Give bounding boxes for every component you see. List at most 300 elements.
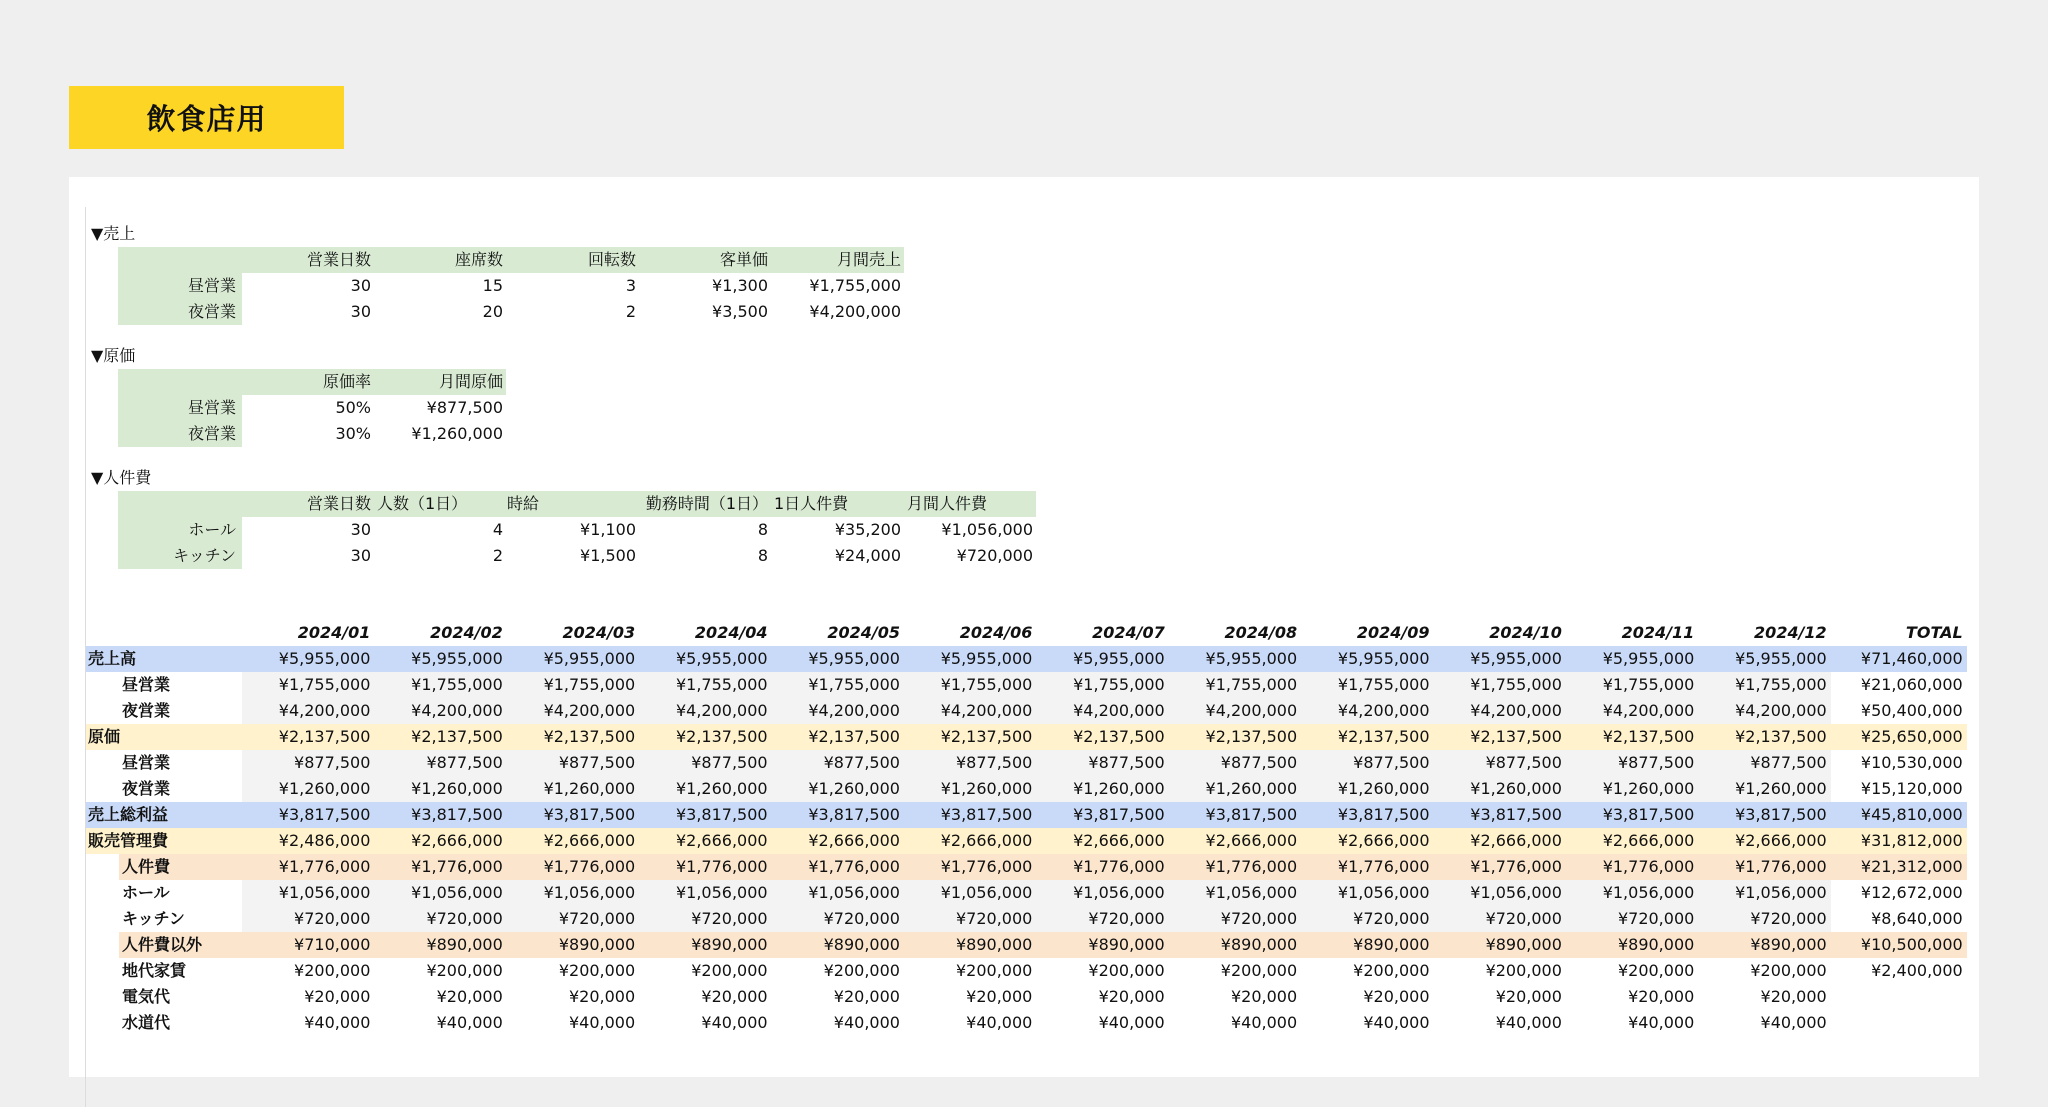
pl-cell[interactable]: ¥200,000	[691, 961, 768, 980]
pl-row	[86, 750, 1967, 776]
pl-cell[interactable]: ¥890,000	[1036, 932, 1168, 958]
pl-cell[interactable]: ¥40,000	[1098, 1013, 1165, 1032]
pl-cell[interactable]: ¥1,260,000	[1301, 776, 1433, 802]
pl-cell[interactable]: ¥1,755,000	[639, 672, 771, 698]
pl-row	[86, 802, 1967, 828]
pl-cell[interactable]: ¥720,000	[904, 906, 1036, 932]
sales-cell[interactable]: 15	[482, 276, 503, 295]
pl-cell[interactable]: ¥2,137,500	[374, 724, 506, 750]
pl-cell[interactable]: ¥20,000	[701, 987, 768, 1006]
cost-cell[interactable]: 50%	[335, 398, 371, 417]
pl-cell[interactable]: ¥3,817,500	[639, 802, 771, 828]
pl-total-cell[interactable]: ¥21,312,000	[1831, 854, 1967, 880]
pl-cell[interactable]: ¥1,755,000	[1169, 672, 1301, 698]
pl-cell[interactable]: ¥20,000	[569, 987, 636, 1006]
pl-cell[interactable]: ¥40,000	[1230, 1013, 1298, 1032]
pl-row-label: 売上総利益	[86, 802, 242, 828]
cost-table	[118, 369, 506, 447]
pl-cell[interactable]: ¥2,137,500	[1301, 724, 1433, 750]
pl-cell[interactable]: ¥200,000	[823, 961, 900, 980]
pl-cell[interactable]: ¥200,000	[1617, 961, 1695, 980]
pl-cell[interactable]: ¥1,755,000	[1566, 672, 1698, 698]
pl-cell[interactable]: ¥3,817,500	[1434, 802, 1566, 828]
pl-cell[interactable]: ¥4,200,000	[904, 698, 1036, 724]
pl-total-cell[interactable]: ¥12,672,000	[1831, 880, 1967, 906]
pl-cell[interactable]: ¥720,000	[507, 906, 639, 932]
pl-cell[interactable]: ¥890,000	[1169, 932, 1301, 958]
pl-row	[86, 880, 1967, 906]
pl-cell[interactable]: ¥877,500	[1566, 750, 1698, 776]
pl-row-label: 地代家賃	[122, 961, 187, 980]
page-badge: 飲食店用	[69, 86, 344, 149]
cost-row-label: 夜営業	[118, 421, 242, 447]
pl-cell[interactable]: ¥4,200,000	[1698, 698, 1830, 724]
pl-cell[interactable]: ¥1,056,000	[242, 880, 374, 906]
pl-cell[interactable]: ¥720,000	[772, 906, 904, 932]
pl-cell[interactable]: ¥2,666,000	[1301, 828, 1433, 854]
pl-month-header: 2024/01	[297, 623, 371, 642]
pl-cell[interactable]: ¥3,817,500	[1698, 802, 1830, 828]
pl-cell[interactable]: ¥1,260,000	[1566, 776, 1698, 802]
pl-cell[interactable]: ¥40,000	[1363, 1013, 1430, 1032]
pl-cell[interactable]: ¥890,000	[507, 932, 639, 958]
pl-cell[interactable]: ¥2,137,500	[904, 724, 1036, 750]
labor-cell[interactable]: ¥24,000	[834, 546, 901, 565]
pl-cell[interactable]: ¥1,056,000	[1169, 880, 1301, 906]
pl-cell[interactable]: ¥720,000	[1698, 906, 1830, 932]
pl-month-header: 2024/07	[1092, 623, 1165, 642]
pl-cell[interactable]: ¥877,500	[507, 750, 639, 776]
pl-cell[interactable]: ¥2,137,500	[1169, 724, 1301, 750]
labor-row	[118, 543, 1036, 569]
pl-cell[interactable]: ¥720,000	[1169, 906, 1301, 932]
labor-cell[interactable]: ¥35,200	[834, 520, 901, 539]
pl-cell[interactable]: ¥1,056,000	[904, 880, 1036, 906]
pl-month-header: 2024/10	[1489, 623, 1562, 642]
pl-cell[interactable]: ¥720,000	[374, 906, 506, 932]
pl-cell[interactable]: ¥1,260,000	[639, 776, 771, 802]
pl-cell[interactable]: ¥40,000	[1628, 1013, 1695, 1032]
pl-cell[interactable]: ¥3,817,500	[374, 802, 506, 828]
labor-section-title: ▼人件費	[91, 468, 152, 487]
pl-cell[interactable]: ¥3,817,500	[1301, 802, 1433, 828]
pl-cell[interactable]: ¥200,000	[1088, 961, 1165, 980]
cost-cell[interactable]: ¥1,260,000	[411, 424, 503, 443]
pl-cell[interactable]: ¥2,666,000	[1698, 828, 1830, 854]
pl-cell[interactable]: ¥890,000	[1698, 932, 1830, 958]
pl-cell[interactable]: ¥720,000	[639, 906, 771, 932]
pl-cell[interactable]: ¥4,200,000	[242, 698, 374, 724]
pl-cell[interactable]: ¥5,955,000	[1434, 646, 1566, 672]
pl-cell[interactable]: ¥2,137,500	[1698, 724, 1830, 750]
labor-header-blank	[118, 491, 242, 517]
pl-cell[interactable]: ¥3,817,500	[1036, 802, 1168, 828]
pl-row	[86, 906, 1967, 932]
pl-row-label: 昼営業	[86, 672, 242, 698]
pl-cell[interactable]: ¥4,200,000	[1169, 698, 1301, 724]
pl-row	[86, 698, 1967, 724]
pl-cell[interactable]: ¥3,817,500	[772, 802, 904, 828]
pl-cell[interactable]: ¥5,955,000	[242, 646, 374, 672]
pl-cell[interactable]: ¥5,955,000	[1566, 646, 1698, 672]
pl-cell[interactable]: ¥877,500	[772, 750, 904, 776]
pl-cell[interactable]: ¥1,260,000	[242, 776, 374, 802]
pl-cell[interactable]: ¥5,955,000	[639, 646, 771, 672]
pl-row-label: 人件費	[86, 854, 242, 880]
pl-cell[interactable]: ¥4,200,000	[507, 698, 639, 724]
pl-cell[interactable]: ¥720,000	[1434, 906, 1566, 932]
pl-cell[interactable]: ¥200,000	[558, 961, 636, 980]
sales-cell[interactable]: ¥3,500	[712, 302, 768, 321]
pl-cell[interactable]: ¥200,000	[426, 961, 503, 980]
pl-cell[interactable]: ¥1,776,000	[1169, 854, 1301, 880]
pl-cell[interactable]: ¥3,817,500	[904, 802, 1036, 828]
labor-row	[118, 517, 1036, 543]
pl-cell[interactable]: ¥200,000	[1220, 961, 1298, 980]
pl-cell[interactable]: ¥1,776,000	[1698, 854, 1830, 880]
pl-cell[interactable]: ¥877,500	[639, 750, 771, 776]
pl-cell[interactable]: ¥877,500	[904, 750, 1036, 776]
pl-cell[interactable]: ¥2,666,000	[772, 828, 904, 854]
pl-month-header: 2024/03	[562, 623, 636, 642]
pl-cell[interactable]: ¥890,000	[904, 932, 1036, 958]
sales-row-label: 昼営業	[118, 273, 242, 299]
sales-header-cell: 客単価	[719, 250, 768, 269]
sales-header-cell: 座席数	[454, 250, 503, 269]
pl-cell[interactable]: ¥40,000	[701, 1013, 768, 1032]
pl-row	[86, 828, 1967, 854]
pl-cell[interactable]: ¥2,666,000	[1036, 828, 1168, 854]
pl-cell[interactable]: ¥2,666,000	[904, 828, 1036, 854]
pl-total-cell[interactable]: ¥15,120,000	[1831, 776, 1967, 802]
pl-total-cell[interactable]: ¥10,530,000	[1831, 750, 1967, 776]
pl-cell[interactable]: ¥1,260,000	[1036, 776, 1168, 802]
labor-cell[interactable]: 2	[492, 546, 503, 565]
pl-cell[interactable]: ¥2,666,000	[639, 828, 771, 854]
pl-total-cell[interactable]: ¥71,460,000	[1831, 646, 1967, 672]
pl-cell[interactable]: ¥2,666,000	[1566, 828, 1698, 854]
cost-row	[118, 395, 506, 421]
pl-header-row	[86, 620, 1967, 646]
pl-cell[interactable]: ¥5,955,000	[374, 646, 506, 672]
pl-cell[interactable]: ¥877,500	[1698, 750, 1830, 776]
pl-cell[interactable]: ¥1,056,000	[507, 880, 639, 906]
pl-cell[interactable]: ¥1,776,000	[1301, 854, 1433, 880]
cost-header-cell: 原価率	[322, 372, 371, 391]
pl-row-label: 水道代	[122, 1013, 171, 1032]
pl-cell[interactable]: ¥40,000	[304, 1013, 371, 1032]
pl-cell[interactable]: ¥2,666,000	[374, 828, 506, 854]
pl-cell[interactable]: ¥2,137,500	[1566, 724, 1698, 750]
pl-cell[interactable]: ¥4,200,000	[1036, 698, 1168, 724]
pl-cell[interactable]: ¥2,137,500	[507, 724, 639, 750]
sales-cell[interactable]: ¥1,755,000	[809, 276, 901, 295]
pl-month-header: 2024/04	[694, 623, 768, 642]
pl-cell[interactable]: ¥4,200,000	[639, 698, 771, 724]
spreadsheet	[69, 177, 1979, 1077]
pl-cell[interactable]: ¥877,500	[1036, 750, 1168, 776]
pl-total-cell[interactable]: ¥10,500,000	[1831, 932, 1967, 958]
pl-cell[interactable]: ¥1,260,000	[1434, 776, 1566, 802]
sales-cell[interactable]: ¥4,200,000	[809, 302, 901, 321]
labor-cell[interactable]: 30	[350, 520, 371, 539]
pl-total-cell[interactable]: ¥25,650,000	[1831, 724, 1967, 750]
pl-cell[interactable]: ¥2,137,500	[639, 724, 771, 750]
pl-month-header: 2024/09	[1356, 623, 1430, 642]
sales-section-title: ▼売上	[91, 224, 136, 243]
pl-total-cell[interactable]: ¥8,640,000	[1831, 906, 1967, 932]
pl-cell[interactable]: ¥1,056,000	[772, 880, 904, 906]
labor-row-label: キッチン	[118, 543, 242, 569]
labor-cell[interactable]: ¥1,500	[580, 546, 636, 565]
pl-cell[interactable]: ¥20,000	[1628, 987, 1695, 1006]
pl-cell[interactable]: ¥877,500	[1169, 750, 1301, 776]
labor-header-cell: 月間人件費	[907, 494, 988, 513]
cost-cell[interactable]: 30%	[335, 424, 371, 443]
pl-cell[interactable]: ¥1,776,000	[507, 854, 639, 880]
pl-cell[interactable]: ¥877,500	[242, 750, 374, 776]
pl-cell[interactable]: ¥2,137,500	[1036, 724, 1168, 750]
sales-cell[interactable]: 20	[482, 302, 503, 321]
sales-row	[118, 299, 904, 325]
pl-cell[interactable]: ¥5,955,000	[1301, 646, 1433, 672]
pl-total-cell[interactable]: ¥31,812,000	[1831, 828, 1967, 854]
pl-row-label: 電気代	[122, 987, 171, 1006]
pl-cell[interactable]: ¥890,000	[639, 932, 771, 958]
pl-cell[interactable]: ¥1,755,000	[374, 672, 506, 698]
sales-header-cell: 回転数	[587, 250, 636, 269]
labor-header-row	[118, 491, 1036, 517]
labor-cell[interactable]: ¥1,100	[580, 520, 636, 539]
pl-cell[interactable]: ¥1,776,000	[1036, 854, 1168, 880]
pl-cell[interactable]: ¥2,666,000	[1434, 828, 1566, 854]
pl-cell[interactable]: ¥4,200,000	[1434, 698, 1566, 724]
labor-header-cell: 人数（1日）	[377, 494, 468, 513]
pl-row-label: 人件費以外	[86, 932, 242, 958]
pl-cell[interactable]: ¥1,260,000	[374, 776, 506, 802]
pl-month-header: 2024/12	[1754, 623, 1827, 642]
cost-cell[interactable]: ¥877,500	[426, 398, 503, 417]
labor-cell[interactable]: 30	[350, 546, 371, 565]
cost-row	[118, 421, 506, 447]
labor-cell[interactable]: ¥720,000	[956, 546, 1033, 565]
pl-cell[interactable]: ¥1,260,000	[1169, 776, 1301, 802]
pl-cell[interactable]: ¥3,817,500	[1169, 802, 1301, 828]
labor-header-cell: 1日人件費	[774, 494, 849, 513]
pl-cell[interactable]: ¥1,056,000	[1566, 880, 1698, 906]
pl-row	[86, 958, 1967, 984]
pl-cell[interactable]: ¥40,000	[966, 1013, 1033, 1032]
pl-cell[interactable]: ¥200,000	[294, 961, 371, 980]
labor-header-cell: 営業日数	[306, 494, 371, 513]
pl-month-header: 2024/11	[1621, 623, 1695, 642]
pl-cell[interactable]: ¥1,755,000	[904, 672, 1036, 698]
pl-cell[interactable]: ¥200,000	[1353, 961, 1430, 980]
pl-total-cell[interactable]: ¥2,400,000	[1871, 961, 1963, 980]
pl-cell[interactable]: ¥5,955,000	[507, 646, 639, 672]
sales-header-cell: 営業日数	[306, 250, 371, 269]
pl-cell[interactable]: ¥40,000	[569, 1013, 636, 1032]
pl-row	[86, 776, 1967, 802]
pl-row-label: 昼営業	[86, 750, 242, 776]
pl-cell[interactable]: ¥1,776,000	[904, 854, 1036, 880]
pl-row	[86, 854, 1967, 880]
pl-cell[interactable]: ¥1,755,000	[1036, 672, 1168, 698]
pl-month-header: 2024/08	[1224, 623, 1298, 642]
pl-total-cell[interactable]	[1831, 984, 1967, 1010]
pl-cell[interactable]: ¥20,000	[1230, 987, 1298, 1006]
pl-cell[interactable]: ¥1,260,000	[772, 776, 904, 802]
cost-section-title: ▼原価	[91, 346, 136, 365]
pl-cell[interactable]: ¥1,260,000	[507, 776, 639, 802]
pl-row-label: 販売管理費	[86, 828, 242, 854]
pl-month-header: 2024/05	[827, 623, 900, 642]
pl-cell[interactable]: ¥1,056,000	[1434, 880, 1566, 906]
pl-row-label: 原価	[86, 724, 242, 750]
labor-row-label: ホール	[118, 517, 242, 543]
pl-row-label: キッチン	[86, 906, 242, 932]
pl-total-header: TOTAL	[1905, 623, 1963, 642]
pl-cell[interactable]: ¥2,486,000	[242, 828, 374, 854]
pl-cell[interactable]: ¥5,955,000	[904, 646, 1036, 672]
pl-cell[interactable]: ¥890,000	[374, 932, 506, 958]
pl-header-blank	[86, 620, 242, 646]
pl-cell[interactable]: ¥710,000	[242, 932, 374, 958]
pl-cell[interactable]: ¥20,000	[1363, 987, 1430, 1006]
pl-cell[interactable]: ¥720,000	[1566, 906, 1698, 932]
pl-cell[interactable]: ¥2,137,500	[1434, 724, 1566, 750]
pl-cell[interactable]: ¥4,200,000	[772, 698, 904, 724]
pl-row	[86, 646, 1967, 672]
pl-cell[interactable]: ¥1,056,000	[1698, 880, 1830, 906]
pl-month-header: 2024/06	[959, 623, 1033, 642]
pl-total-cell[interactable]: ¥45,810,000	[1831, 802, 1967, 828]
sales-cell[interactable]: 2	[625, 302, 636, 321]
pl-cell[interactable]: ¥877,500	[374, 750, 506, 776]
labor-cell[interactable]: 4	[492, 520, 503, 539]
pl-table	[86, 620, 1967, 1036]
labor-cell[interactable]: 8	[757, 520, 768, 539]
pl-cell[interactable]: ¥1,755,000	[507, 672, 639, 698]
pl-cell[interactable]: ¥1,755,000	[1301, 672, 1433, 698]
pl-cell[interactable]: ¥890,000	[772, 932, 904, 958]
pl-cell[interactable]: ¥20,000	[1760, 987, 1827, 1006]
pl-row	[86, 1010, 1967, 1036]
pl-cell[interactable]: ¥200,000	[1750, 961, 1827, 980]
pl-cell[interactable]: ¥1,755,000	[1698, 672, 1830, 698]
cost-header-cell: 月間原価	[438, 372, 503, 391]
sales-cell[interactable]: 30	[350, 276, 371, 295]
pl-cell[interactable]: ¥1,056,000	[374, 880, 506, 906]
pl-cell[interactable]: ¥5,955,000	[1036, 646, 1168, 672]
pl-cell[interactable]: ¥200,000	[956, 961, 1033, 980]
sales-header-cell: 月間売上	[836, 250, 901, 269]
pl-cell[interactable]: ¥20,000	[966, 987, 1033, 1006]
pl-total-cell[interactable]: ¥21,060,000	[1831, 672, 1967, 698]
pl-row	[86, 724, 1967, 750]
pl-cell[interactable]: ¥4,200,000	[1566, 698, 1698, 724]
pl-cell[interactable]: ¥1,056,000	[1301, 880, 1433, 906]
labor-cell[interactable]: ¥1,056,000	[941, 520, 1033, 539]
pl-cell[interactable]: ¥877,500	[1434, 750, 1566, 776]
pl-cell[interactable]: ¥20,000	[436, 987, 503, 1006]
pl-cell[interactable]: ¥1,776,000	[1566, 854, 1698, 880]
sales-cell[interactable]: 3	[625, 276, 636, 295]
pl-cell[interactable]: ¥1,056,000	[639, 880, 771, 906]
pl-cell[interactable]: ¥2,137,500	[242, 724, 374, 750]
pl-row-label: 売上高	[86, 646, 242, 672]
pl-cell[interactable]: ¥40,000	[436, 1013, 503, 1032]
pl-cell[interactable]: ¥890,000	[1301, 932, 1433, 958]
pl-cell[interactable]: ¥3,817,500	[242, 802, 374, 828]
pl-cell[interactable]: ¥5,955,000	[1698, 646, 1830, 672]
pl-cell[interactable]: ¥2,137,500	[772, 724, 904, 750]
pl-cell[interactable]: ¥890,000	[1566, 932, 1698, 958]
pl-cell[interactable]: ¥720,000	[242, 906, 374, 932]
pl-cell[interactable]: ¥877,500	[1301, 750, 1433, 776]
pl-month-header: 2024/02	[430, 623, 503, 642]
pl-cell[interactable]: ¥1,776,000	[374, 854, 506, 880]
pl-cell[interactable]: ¥890,000	[1434, 932, 1566, 958]
pl-cell[interactable]: ¥1,776,000	[772, 854, 904, 880]
pl-cell[interactable]: ¥1,260,000	[1698, 776, 1830, 802]
pl-cell[interactable]: ¥2,666,000	[1169, 828, 1301, 854]
pl-row-label: ホール	[86, 880, 242, 906]
cost-row-label: 昼営業	[118, 395, 242, 421]
pl-cell[interactable]: ¥3,817,500	[507, 802, 639, 828]
pl-cell[interactable]: ¥1,755,000	[772, 672, 904, 698]
pl-row	[86, 984, 1967, 1010]
pl-cell[interactable]: ¥2,666,000	[507, 828, 639, 854]
pl-cell[interactable]: ¥1,776,000	[1434, 854, 1566, 880]
pl-total-cell[interactable]: ¥50,400,000	[1831, 698, 1967, 724]
pl-cell[interactable]: ¥20,000	[1098, 987, 1165, 1006]
pl-row-label: 夜営業	[86, 776, 242, 802]
labor-header-cell: 勤務時間（1日）	[645, 494, 768, 513]
pl-cell[interactable]: ¥720,000	[1301, 906, 1433, 932]
sales-row-label: 夜営業	[118, 299, 242, 325]
sales-cell[interactable]: ¥1,300	[712, 276, 768, 295]
pl-cell[interactable]: ¥20,000	[304, 987, 371, 1006]
pl-cell[interactable]: ¥20,000	[1495, 987, 1562, 1006]
pl-cell[interactable]: ¥5,955,000	[772, 646, 904, 672]
sales-cell[interactable]: 30	[350, 302, 371, 321]
pl-cell[interactable]: ¥40,000	[833, 1013, 900, 1032]
cost-header-blank	[118, 369, 242, 395]
pl-cell[interactable]: ¥720,000	[1036, 906, 1168, 932]
pl-cell[interactable]: ¥4,200,000	[1301, 698, 1433, 724]
pl-cell[interactable]: ¥5,955,000	[1169, 646, 1301, 672]
pl-cell[interactable]: ¥1,755,000	[242, 672, 374, 698]
pl-total-cell[interactable]	[1831, 1010, 1967, 1036]
pl-cell[interactable]: ¥1,776,000	[639, 854, 771, 880]
pl-row-label: 夜営業	[86, 698, 242, 724]
pl-cell[interactable]: ¥1,776,000	[242, 854, 374, 880]
pl-cell[interactable]: ¥1,056,000	[1036, 880, 1168, 906]
pl-cell[interactable]: ¥40,000	[1495, 1013, 1562, 1032]
sales-header-blank	[118, 247, 242, 273]
pl-cell[interactable]: ¥1,260,000	[904, 776, 1036, 802]
pl-cell[interactable]: ¥3,817,500	[1566, 802, 1698, 828]
labor-table	[118, 491, 1036, 569]
pl-cell[interactable]: ¥1,755,000	[1434, 672, 1566, 698]
pl-cell[interactable]: ¥40,000	[1760, 1013, 1827, 1032]
pl-row	[86, 672, 1967, 698]
labor-cell[interactable]: 8	[757, 546, 768, 565]
pl-cell[interactable]: ¥200,000	[1485, 961, 1562, 980]
pl-cell[interactable]: ¥20,000	[833, 987, 900, 1006]
pl-cell[interactable]: ¥4,200,000	[374, 698, 506, 724]
